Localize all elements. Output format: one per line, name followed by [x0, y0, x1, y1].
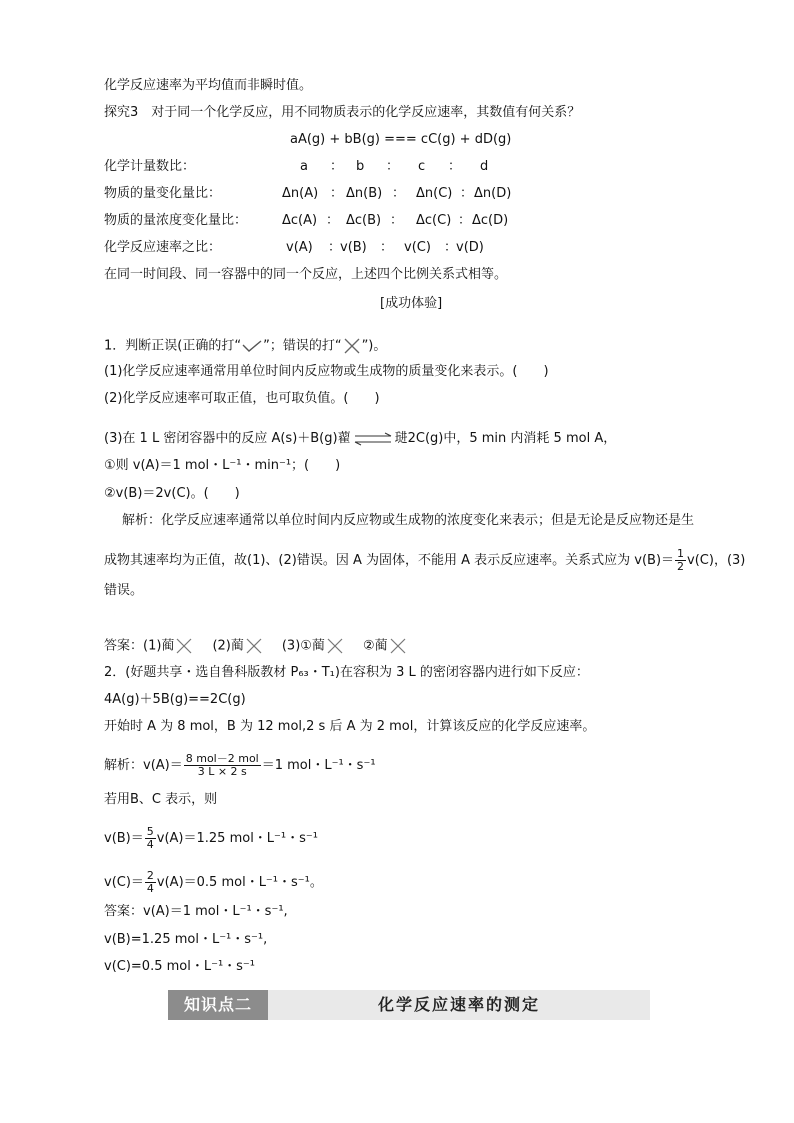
ratio-label: 化学反应速率之比：	[104, 240, 222, 255]
fraction-numerator: 1	[677, 547, 685, 560]
text-fragment: 解析：v(A)＝	[104, 758, 183, 773]
rate-b	[104, 826, 318, 851]
ratio-colon: ：	[326, 213, 340, 228]
ratio-cell: Δn(A)	[282, 186, 319, 201]
answer-2-line2: v(B)=1.25 mol・L⁻¹・s⁻¹,	[104, 932, 268, 947]
text-fragment: v(A)＝1.25 mol・L⁻¹・s⁻¹	[156, 831, 318, 846]
analysis-1: 解析：化学反应速率通常以单位时间内反应物或生成物的浓度变化来表示；但是无论是反应物还是生	[122, 513, 695, 528]
text-line: 若用B、C 表示，则	[104, 792, 218, 807]
fraction	[145, 826, 156, 851]
ratio-cell: Δc(D)	[472, 213, 509, 228]
text-fragment: 1．判断正误(正确的打“	[104, 338, 242, 354]
fraction	[675, 548, 686, 573]
fraction-denominator: 2	[677, 560, 685, 573]
ratio-cell: Δc(C)	[416, 213, 452, 228]
text-fragment: v(C)＝	[104, 875, 144, 890]
answer-2-line1: 答案：v(A)＝1 mol・L⁻¹・s⁻¹,	[104, 904, 288, 919]
inquiry-3-question: 探究3 对于同一个化学反应，用不同物质表示的化学反应速率，其数值有何关系？	[104, 105, 581, 120]
question-2-condition: 开始时 A 为 8 mol，B 为 12 mol,2 s 后 A 为 2 mol，计算该反应的化学反应速率。	[104, 719, 596, 734]
answer-item: ②蔺	[362, 638, 388, 654]
text-line: 化学反应速率为平均值而非瞬时值。	[104, 78, 313, 93]
rate-c	[104, 870, 323, 895]
ratio-cell: Δn(D)	[474, 186, 512, 201]
text-line: 在同一时间段、同一容器中的同一个反应，上述四个比例关系式相等。	[104, 267, 508, 282]
ratio-colon: ：	[328, 240, 342, 255]
reversible-arrow-icon	[353, 432, 393, 446]
fraction	[145, 870, 156, 895]
answer-item: (1)蔺	[143, 638, 175, 654]
analysis-1-line2	[104, 548, 745, 573]
fraction-denominator: 4	[146, 882, 154, 895]
ratio-label: 物质的量变化量比：	[104, 186, 222, 201]
ratio-cell: v(C)	[404, 240, 431, 255]
text-fragment: 2C(g)中，5 min 内消耗 5 mol A，	[407, 431, 617, 446]
text-fragment: ”；错误的打“	[263, 338, 342, 354]
text-fragment: v(C)，(3)	[687, 553, 746, 568]
ratio-label: 化学计量数比：	[104, 159, 196, 174]
question-1-3-2: ②v(B)＝2v(C)。( )	[104, 486, 240, 501]
question-1-3-1: ①则 v(A)＝1 mol・L⁻¹・min⁻¹；( )	[104, 458, 341, 473]
question-1-head	[104, 337, 386, 355]
fraction	[184, 753, 261, 778]
question-1-1: (1)化学反应速率通常用单位时间内反应物或生成物的质量变化来表示。( )	[104, 364, 549, 379]
question-2-equation: 4A(g)＋5B(g)==2C(g)	[104, 692, 246, 707]
ratio-colon: ：	[330, 159, 344, 174]
text-fragment: (3)在 1 L 密闭容器中的反应 A(s)＋B(g)	[104, 431, 338, 446]
ratio-cell: a	[300, 159, 308, 174]
answer-1	[104, 637, 408, 655]
ratio-cell: d	[480, 159, 489, 174]
ratio-colon: ：	[390, 213, 404, 228]
fraction-denominator: 4	[146, 838, 154, 851]
question-2: 2．(好题共享・选自鲁科版教材 P₆₃・T₁)在容积为 3 L 的密闭容器内进行如下反应：	[104, 665, 589, 680]
ratio-colon: ：	[392, 186, 406, 201]
text-fragment: 藋	[337, 431, 351, 446]
section-banner	[168, 990, 650, 1020]
text-fragment: v(B)＝	[104, 831, 144, 846]
question-1-3	[104, 431, 616, 447]
ratio-cell: Δn(B)	[346, 186, 383, 201]
cross-icon	[325, 637, 345, 655]
question-1-2: (2)化学反应速率可取正值，也可取负值。( )	[104, 391, 380, 406]
fraction-denominator: 3 L × 2 s	[197, 765, 247, 778]
text-fragment: ”)。	[361, 338, 387, 354]
analysis-2	[104, 753, 376, 778]
ratio-cell: v(D)	[456, 240, 484, 255]
ratio-cell: c	[418, 159, 426, 174]
ratio-colon: ：	[380, 240, 394, 255]
cross-icon	[342, 337, 362, 355]
cross-icon	[244, 637, 264, 655]
ratio-colon: ：	[330, 186, 344, 201]
answer-2-line3: v(C)=0.5 mol・L⁻¹・s⁻¹	[104, 959, 256, 974]
ratio-colon: ：	[444, 240, 458, 255]
banner-label: 知识点二	[168, 990, 268, 1020]
check-icon	[241, 339, 263, 353]
ratio-cell: Δc(B)	[346, 213, 382, 228]
answer-item: (2)蔺	[212, 638, 244, 654]
ratio-cell: v(B)	[340, 240, 367, 255]
banner-title: 化学反应速率的测定	[377, 995, 540, 1014]
ratio-cell: Δc(A)	[282, 213, 318, 228]
ratio-cell: v(A)	[286, 240, 313, 255]
section-heading: [成功体验]	[380, 296, 443, 311]
ratio-colon: ：	[386, 159, 400, 174]
ratio-colon: ：	[448, 159, 462, 174]
reaction-equation: aA(g) + bB(g) === cC(g) + dD(g)	[290, 132, 512, 147]
cross-icon	[174, 637, 194, 655]
text-fragment: ＝1 mol・L⁻¹・s⁻¹	[261, 758, 376, 773]
analysis-1-line3: 错误。	[104, 583, 144, 598]
fraction-numerator: 2	[146, 869, 154, 882]
text-fragment: 琎	[394, 431, 408, 446]
ratio-colon: ：	[458, 213, 472, 228]
answer-item: (3)①蔺	[281, 638, 325, 654]
text-fragment: 成物其速率均为正值，故(1)、(2)错误。因 A 为固体，不能用 A 表示反应速率。关系式应为 v(B)＝	[104, 553, 675, 568]
ratio-label: 物质的量浓度变化量比：	[104, 213, 248, 228]
fraction-numerator: 8 mol－2 mol	[185, 752, 259, 765]
fraction-numerator: 5	[146, 825, 154, 838]
ratio-colon: ：	[460, 186, 474, 201]
cross-icon	[388, 637, 408, 655]
text-fragment: 答案：	[104, 638, 144, 654]
text-fragment: v(A)＝0.5 mol・L⁻¹・s⁻¹。	[156, 875, 323, 890]
ratio-cell: Δn(C)	[416, 186, 453, 201]
ratio-cell: b	[356, 159, 365, 174]
